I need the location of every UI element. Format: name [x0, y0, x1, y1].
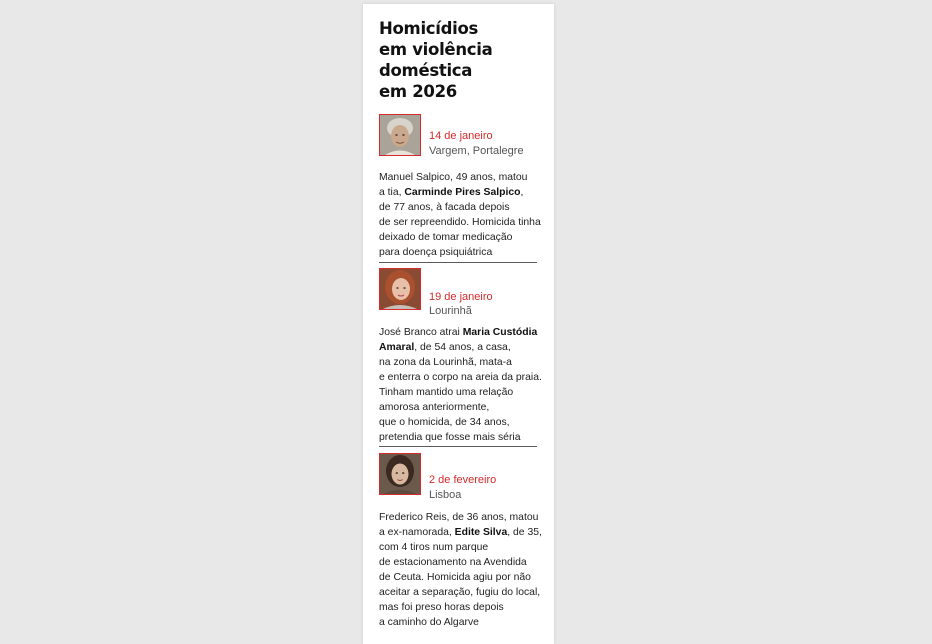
text: , [520, 187, 524, 198]
portrait-image [380, 115, 420, 155]
infographic-card [363, 4, 554, 644]
text-line [379, 585, 539, 600]
text-line [379, 400, 539, 415]
text: pretendia que fosse mais séria [379, 432, 521, 443]
text-line [379, 385, 539, 400]
text-line [379, 430, 539, 445]
case-date: 2 de fevereiro [429, 474, 497, 486]
text: para doença psiquiátrica [379, 247, 493, 258]
text-line [379, 555, 539, 570]
portrait-image [380, 269, 420, 309]
case-place: Vargem, Portalegre [429, 145, 524, 157]
text-line [379, 340, 539, 355]
page-title [379, 18, 549, 102]
title-line: em 2026 [379, 82, 457, 101]
text: e enterra o corpo na areia da praia. [379, 372, 542, 383]
victim-name: Maria Custódia [462, 327, 538, 338]
case-place: Lourinhã [429, 305, 472, 317]
text-line [379, 245, 539, 260]
title-line: doméstica [379, 61, 473, 80]
text-line [379, 525, 542, 540]
case-place: Lisboa [429, 489, 462, 501]
text: amorosa anteriormente, [379, 402, 490, 413]
title-line: Homicídios [379, 19, 479, 38]
text-line [379, 200, 539, 215]
text-line [379, 540, 539, 555]
text: que o homicida, de 34 anos, [379, 417, 510, 428]
portrait-image [380, 454, 420, 494]
text: de estacionamento na Avendida [379, 557, 527, 568]
text: de Ceuta. Homicida agiu por não [379, 572, 531, 583]
text-line [379, 355, 539, 370]
divider [379, 262, 537, 263]
text: mas foi preso horas depois [379, 602, 504, 613]
text: , de 54 anos, a casa, [414, 342, 511, 353]
case-date: 19 de janeiro [429, 291, 493, 303]
victim-photo-young-woman [379, 453, 421, 495]
text-line [379, 185, 539, 200]
text: de 77 anos, à facada depois [379, 202, 510, 213]
text: Tinham mantido uma relação [379, 387, 514, 398]
text: com 4 tiros num parque [379, 542, 489, 553]
text-line [379, 615, 539, 630]
divider [379, 446, 537, 447]
victim-photo-elderly-woman [379, 114, 421, 156]
text-line [379, 600, 539, 615]
text-line [379, 510, 539, 525]
text: José Branco atrai [379, 327, 463, 338]
victim-photo-red-hair-woman [379, 268, 421, 310]
case-description [379, 325, 542, 445]
text: na zona da Lourinhã, mata-a [379, 357, 512, 368]
text: a ex-namorada, [379, 527, 455, 538]
text: de ser repreendido. Homicida tinha [379, 217, 541, 228]
case-description [379, 170, 539, 260]
case-description [379, 510, 542, 630]
text-line [379, 215, 539, 230]
text-line [379, 570, 539, 585]
text-line [379, 230, 539, 245]
text: Manuel Salpico, 49 anos, matou [379, 172, 528, 183]
text: deixado de tomar medicação [379, 232, 513, 243]
victim-name: Edite Silva [454, 527, 508, 538]
text: a caminho do Algarve [379, 617, 479, 628]
text-line [379, 370, 542, 385]
text: a tia, [379, 187, 405, 198]
text-line [379, 415, 539, 430]
text: , de 35, [507, 527, 542, 538]
text-line [379, 170, 539, 185]
text-line [379, 325, 539, 340]
victim-name: Carminde Pires Salpico [404, 187, 521, 198]
title-line: em violência [379, 40, 493, 59]
text: Frederico Reis, de 36 anos, matou [379, 512, 539, 523]
text: aceitar a separação, fugiu do local, [379, 587, 541, 598]
victim-name: Amaral [379, 342, 415, 353]
case-date: 14 de janeiro [429, 130, 493, 142]
